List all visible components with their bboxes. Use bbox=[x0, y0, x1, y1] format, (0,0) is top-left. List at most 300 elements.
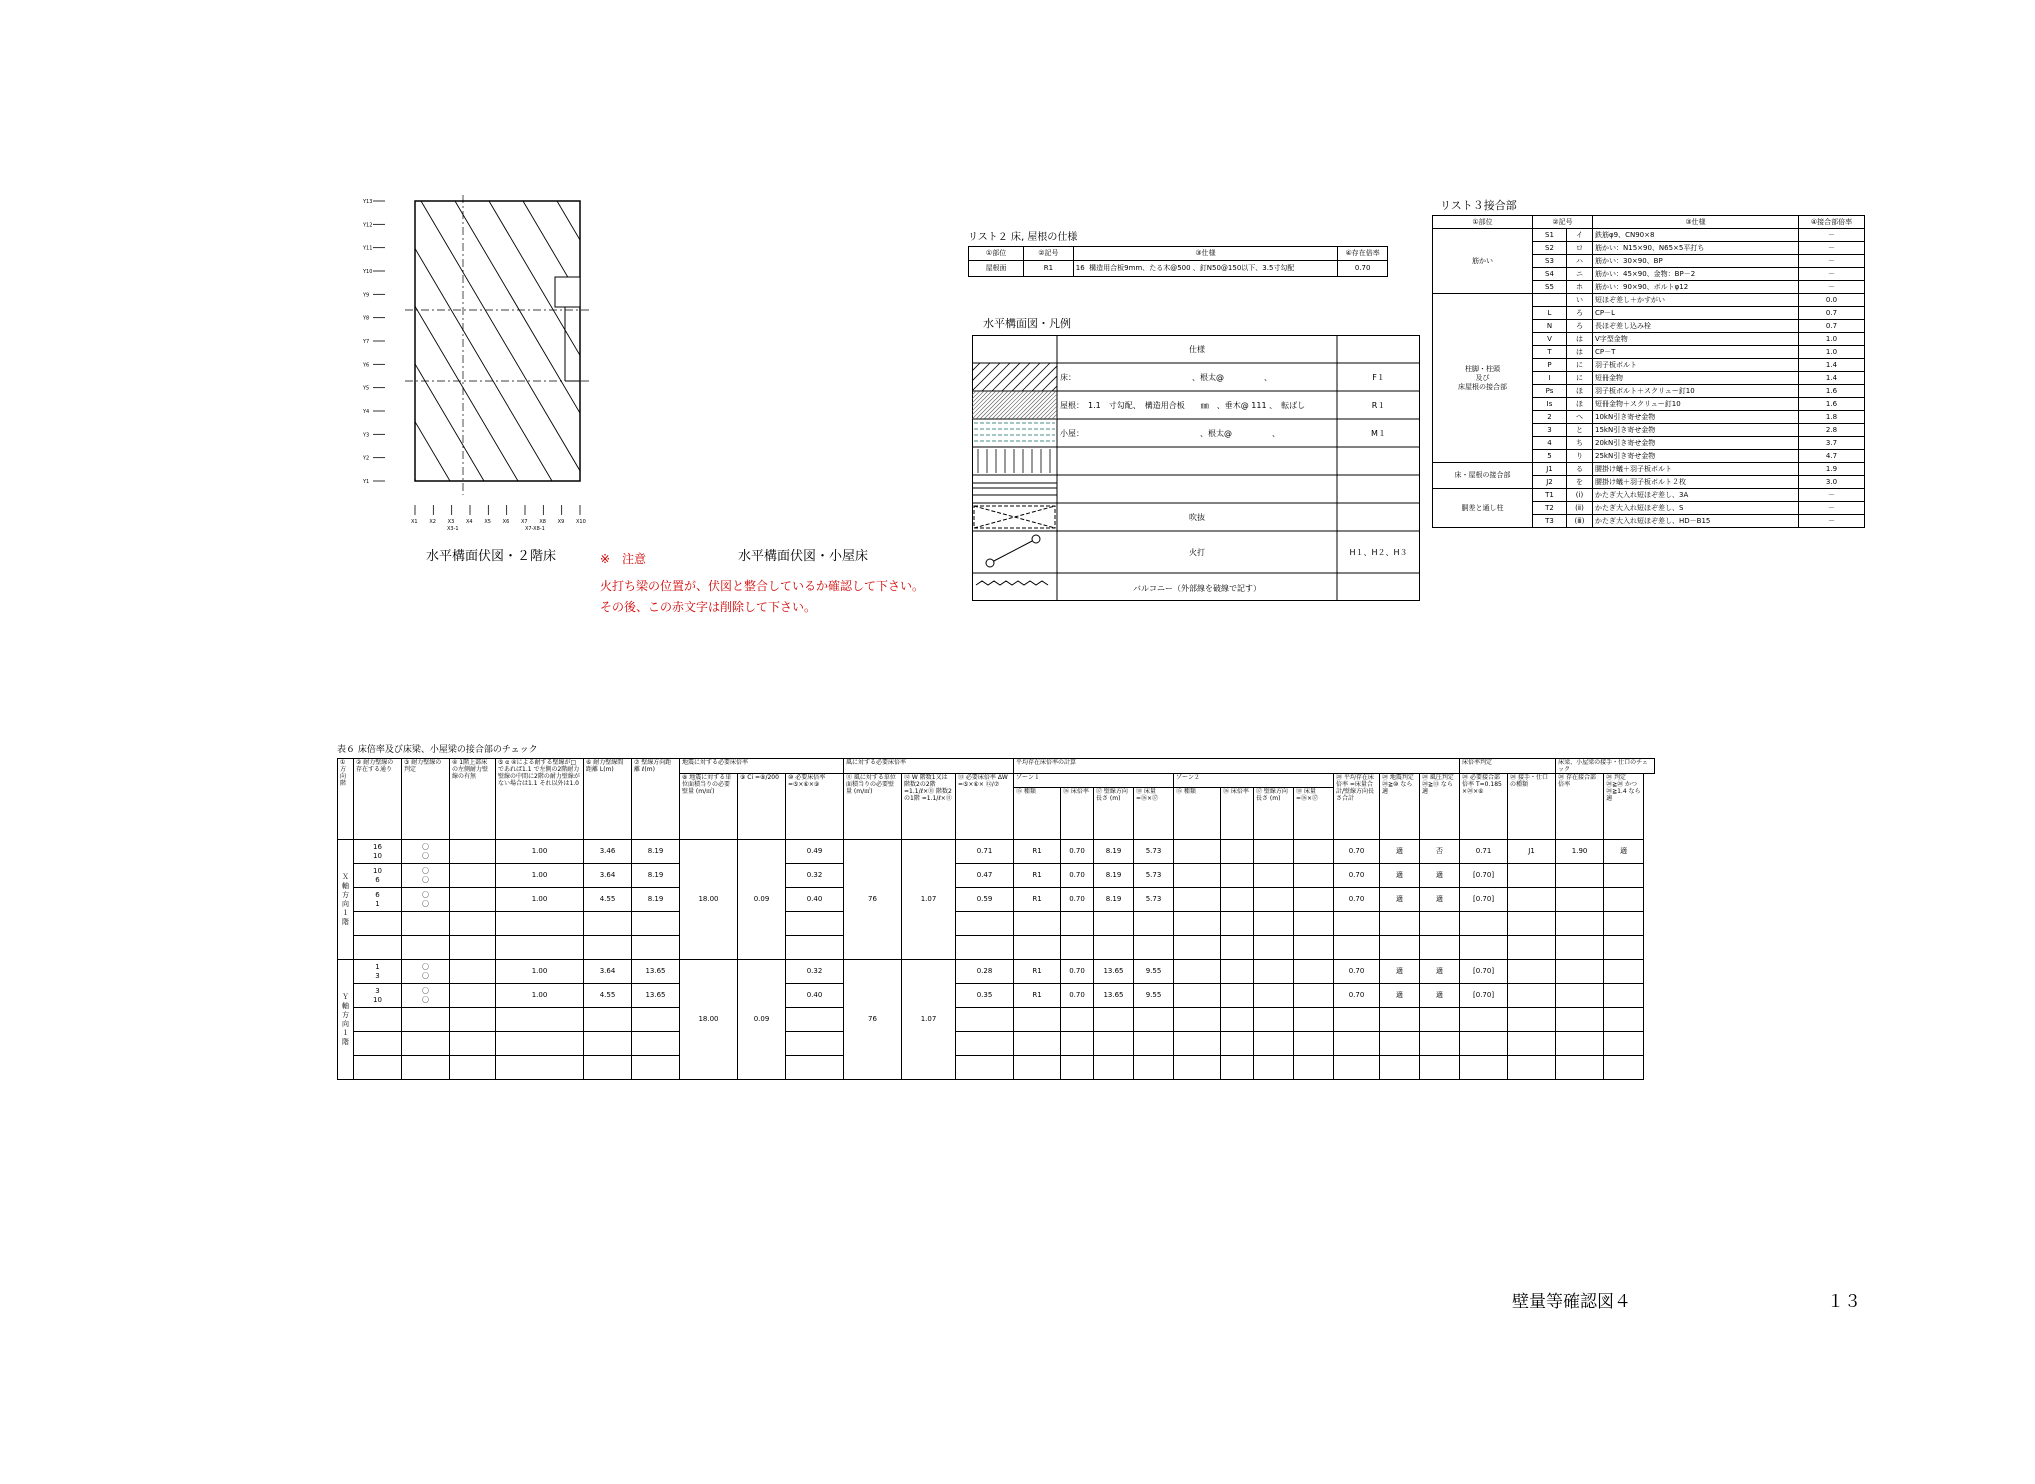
list3-spec: 筋かい：90×90、ボルトφ12 bbox=[1593, 281, 1799, 294]
t6-j1: 適 bbox=[1380, 960, 1420, 984]
t6-k4 bbox=[1604, 912, 1644, 936]
list3-code: T3 bbox=[1533, 515, 1567, 528]
t6-l bbox=[632, 1056, 680, 1080]
t6-z1-rate bbox=[1061, 1056, 1094, 1080]
t6-need-wind: 0.47 bbox=[956, 864, 1014, 888]
t6-k2: J1 bbox=[1508, 840, 1556, 864]
t6-left-wall bbox=[450, 1056, 496, 1080]
t6-z1-len: 8.19 bbox=[1094, 864, 1134, 888]
y-axis-label: Y7 bbox=[363, 339, 370, 345]
t6-lines bbox=[354, 1008, 402, 1032]
list2-code: R1 bbox=[1024, 261, 1074, 277]
t6-row bbox=[338, 912, 1655, 936]
x-sub-label: X7-X8-1 bbox=[525, 526, 545, 530]
plan-hatch-line bbox=[489, 201, 605, 481]
list3-kana: り bbox=[1567, 450, 1593, 463]
t6-k2 bbox=[1508, 912, 1556, 936]
list3-kana: と bbox=[1567, 424, 1593, 437]
list3-code bbox=[1533, 294, 1567, 307]
plan-hatch-line bbox=[523, 201, 605, 481]
t6-h-g3: 平均存在床倍率の計算 bbox=[1014, 759, 1460, 774]
t6-z2-kind bbox=[1174, 984, 1221, 1008]
t6-avg bbox=[1334, 1056, 1380, 1080]
t6-left-wall bbox=[450, 912, 496, 936]
list3-part: 柱脚・柱頭 及び 床屋根の接合部 bbox=[1433, 294, 1533, 463]
list3-rate: － bbox=[1799, 255, 1865, 268]
t6-k1: [0.70] bbox=[1460, 888, 1508, 912]
list3-rate: － bbox=[1799, 242, 1865, 255]
t6-avg: 0.70 bbox=[1334, 840, 1380, 864]
t6-line-b: 10 bbox=[373, 851, 382, 860]
t6-k1: [0.70] bbox=[1460, 960, 1508, 984]
plan-hatch-line bbox=[455, 201, 605, 481]
t6-alpha bbox=[496, 936, 584, 960]
t6-avg bbox=[1334, 912, 1380, 936]
t6-k2 bbox=[1508, 936, 1556, 960]
t6-z1-len bbox=[1094, 936, 1134, 960]
t6-k4 bbox=[1604, 888, 1644, 912]
t6-k2 bbox=[1508, 1032, 1556, 1056]
list3-spec: 羽子板ボルト bbox=[1593, 359, 1799, 372]
list3-rate: 0.0 bbox=[1799, 294, 1865, 307]
t6-need-floor bbox=[786, 1032, 844, 1056]
list2-h-rate: ④存在倍率 bbox=[1338, 247, 1388, 261]
t6-L bbox=[584, 1056, 632, 1080]
t6-z2-len bbox=[1254, 888, 1294, 912]
t6-z2-rate bbox=[1221, 840, 1254, 864]
y-axis-label: Y10 bbox=[363, 269, 373, 275]
t6-lines bbox=[354, 864, 402, 888]
t6-j2 bbox=[1420, 1032, 1460, 1056]
t6-judge bbox=[402, 984, 450, 1008]
list3-kana: ろ bbox=[1567, 307, 1593, 320]
t6-z1-kind: R1 bbox=[1014, 864, 1061, 888]
t6-avg bbox=[1334, 1008, 1380, 1032]
t6-z1-qty bbox=[1134, 1032, 1174, 1056]
t6-h-k3: ⑳ 存在接合部倍率 bbox=[1556, 774, 1604, 840]
list3-spec: 10kN引き寄せ金物 bbox=[1593, 411, 1799, 424]
t6-z2-kind bbox=[1174, 936, 1221, 960]
list3-row bbox=[1433, 463, 1865, 476]
y-axis-label: Y11 bbox=[363, 245, 373, 252]
t6-j1: 適 bbox=[1380, 888, 1420, 912]
t6-z2-kind bbox=[1174, 840, 1221, 864]
t6-row bbox=[338, 1032, 1655, 1056]
x-axis-label: X3 bbox=[447, 519, 455, 525]
list3-h-rate: ④接合部倍率 bbox=[1799, 216, 1865, 229]
t6-shared-g2b: 1.07 bbox=[902, 840, 956, 960]
t6-h-k4: ⑳ 判定 ⑳≧⑳ かつ ⑳≧1.4 なら適 bbox=[1604, 774, 1644, 840]
table6-title: 表６ 床倍率及び床梁、小屋梁の接合部のチェック bbox=[337, 745, 538, 755]
list3-code: J1 bbox=[1533, 463, 1567, 476]
t6-need-floor bbox=[786, 936, 844, 960]
floor-plan-drawing bbox=[355, 185, 605, 530]
t6-judge bbox=[402, 864, 450, 888]
t6-line-a: 16 bbox=[373, 842, 382, 851]
t6-z2-kind bbox=[1174, 888, 1221, 912]
plan-svg bbox=[355, 185, 605, 530]
list2-table bbox=[968, 246, 1388, 277]
list3-kana: に bbox=[1567, 359, 1593, 372]
list3-rate: 1.4 bbox=[1799, 359, 1865, 372]
list3-code: L bbox=[1533, 307, 1567, 320]
t6-avg: 0.70 bbox=[1334, 984, 1380, 1008]
t6-z2-kind bbox=[1174, 960, 1221, 984]
t6-z1-len bbox=[1094, 1056, 1134, 1080]
t6-lines bbox=[354, 1032, 402, 1056]
t6-row bbox=[338, 1008, 1655, 1032]
t6-z1-rate: 0.70 bbox=[1061, 960, 1094, 984]
t6-j1: 適 bbox=[1380, 984, 1420, 1008]
t6-row bbox=[338, 864, 1655, 888]
t6-h-z1-kind: ⑮ 種類 bbox=[1014, 788, 1061, 840]
t6-h-c1: ① 方向 階 bbox=[338, 759, 354, 840]
t6-k4: 適 bbox=[1604, 840, 1644, 864]
t6-shared-g1b: 0.09 bbox=[738, 960, 786, 1080]
list3-code: V bbox=[1533, 333, 1567, 346]
t6-left-wall bbox=[450, 984, 496, 1008]
t6-z2-len bbox=[1254, 936, 1294, 960]
t6-k3 bbox=[1556, 1032, 1604, 1056]
list3-code: J2 bbox=[1533, 476, 1567, 489]
legend-row-6-spec: 吹抜 bbox=[1189, 513, 1205, 522]
t6-alpha bbox=[496, 912, 584, 936]
t6-k3 bbox=[1556, 960, 1604, 984]
t6-k2 bbox=[1508, 864, 1556, 888]
list3-part: 筋かい bbox=[1433, 229, 1533, 294]
t6-z1-kind: R1 bbox=[1014, 960, 1061, 984]
t6-shared-g1b: 0.09 bbox=[738, 840, 786, 960]
t6-z2-len bbox=[1254, 1056, 1294, 1080]
t6-judge-a: 〇 bbox=[422, 986, 429, 995]
t6-k1: [0.70] bbox=[1460, 864, 1508, 888]
t6-j2 bbox=[1420, 1008, 1460, 1032]
list3-rate: 3.0 bbox=[1799, 476, 1865, 489]
t6-k2 bbox=[1508, 960, 1556, 984]
legend-attic-symbol bbox=[974, 423, 1055, 441]
t6-k3 bbox=[1556, 1056, 1604, 1080]
t6-h-z2-rate: ⑯ 床倍率 bbox=[1221, 788, 1254, 840]
t6-z1-kind: R1 bbox=[1014, 888, 1061, 912]
t6-k1 bbox=[1460, 1056, 1508, 1080]
t6-l: 8.19 bbox=[632, 864, 680, 888]
y-axis-label: Y6 bbox=[363, 362, 370, 369]
list3-kana: ち bbox=[1567, 437, 1593, 450]
t6-L: 3.64 bbox=[584, 960, 632, 984]
x-axis-label: X6 bbox=[502, 519, 510, 525]
t6-z1-kind bbox=[1014, 1056, 1061, 1080]
list3-kana: い bbox=[1567, 294, 1593, 307]
t6-lines bbox=[354, 936, 402, 960]
t6-L: 4.55 bbox=[584, 984, 632, 1008]
t6-line-a: 6 bbox=[375, 890, 380, 899]
notice-line-2: その後、この赤文字は削除して下さい。 bbox=[600, 600, 817, 614]
list3-kana: は bbox=[1567, 346, 1593, 359]
t6-judge bbox=[402, 1056, 450, 1080]
t6-z1-rate: 0.70 bbox=[1061, 840, 1094, 864]
list3-rate: 1.4 bbox=[1799, 372, 1865, 385]
t6-line-b: 3 bbox=[375, 971, 380, 980]
t6-need-wind bbox=[956, 1056, 1014, 1080]
t6-z2-kind bbox=[1174, 864, 1221, 888]
notice-line-1: 火打ち梁の位置が、伏図と整合しているか確認して下さい。 bbox=[600, 579, 925, 593]
list3-spec: 長ほぞ差し込み栓 bbox=[1593, 320, 1799, 333]
list3-kana: を bbox=[1567, 476, 1593, 489]
t6-need-floor bbox=[786, 912, 844, 936]
list3-kana: に bbox=[1567, 372, 1593, 385]
t6-z1-qty bbox=[1134, 1008, 1174, 1032]
t6-z2-qty bbox=[1294, 960, 1334, 984]
t6-need-wind bbox=[956, 936, 1014, 960]
t6-j1: 適 bbox=[1380, 840, 1420, 864]
list3-spec: 短冊金物＋スクリュー釘10 bbox=[1593, 398, 1799, 411]
t6-line-a: 10 bbox=[373, 866, 382, 875]
t6-k2 bbox=[1508, 1056, 1556, 1080]
t6-need-wind bbox=[956, 912, 1014, 936]
sheet-title: 壁量等確認図４ bbox=[1512, 1292, 1631, 1312]
list3-rate: 0.7 bbox=[1799, 320, 1865, 333]
t6-alpha bbox=[496, 1032, 584, 1056]
t6-j2: 適 bbox=[1420, 984, 1460, 1008]
t6-judge-a: 〇 bbox=[422, 890, 429, 899]
y-axis-label: Y13 bbox=[363, 199, 373, 205]
t6-L: 4.55 bbox=[584, 888, 632, 912]
t6-z1-qty bbox=[1134, 912, 1174, 936]
t6-judge bbox=[402, 1032, 450, 1056]
list3-rate: 1.8 bbox=[1799, 411, 1865, 424]
list3-code: N bbox=[1533, 320, 1567, 333]
t6-k3 bbox=[1556, 888, 1604, 912]
list3-part: 床・屋根の接合部 bbox=[1433, 463, 1533, 489]
list3-kana: イ bbox=[1567, 229, 1593, 242]
t6-judge-b: 〇 bbox=[422, 971, 429, 980]
t6-h-c6: ⑥ 耐力壁線間距離 L(m) bbox=[584, 759, 632, 840]
t6-l: 13.65 bbox=[632, 960, 680, 984]
t6-lines bbox=[354, 960, 402, 984]
list3-rate: 3.7 bbox=[1799, 437, 1865, 450]
t6-judge-b: 〇 bbox=[422, 851, 429, 860]
x-axis-label: X1 bbox=[411, 519, 418, 525]
t6-j2: 適 bbox=[1420, 960, 1460, 984]
t6-z2-kind bbox=[1174, 912, 1221, 936]
t6-k1 bbox=[1460, 1008, 1508, 1032]
t6-judge-b: 〇 bbox=[422, 875, 429, 884]
list3-code: T1 bbox=[1533, 489, 1567, 502]
t6-z1-len: 13.65 bbox=[1094, 960, 1134, 984]
list3-code: I bbox=[1533, 372, 1567, 385]
t6-z2-len bbox=[1254, 1032, 1294, 1056]
t6-j1 bbox=[1380, 936, 1420, 960]
legend-row-1-spec: 床： 、根太@ 、 bbox=[1060, 373, 1272, 382]
t6-j1 bbox=[1380, 912, 1420, 936]
list3-spec: V字型金物 bbox=[1593, 333, 1799, 346]
t6-k2 bbox=[1508, 1008, 1556, 1032]
t6-z1-kind bbox=[1014, 936, 1061, 960]
t6-z1-qty: 5.73 bbox=[1134, 888, 1174, 912]
list3-kana: ろ bbox=[1567, 320, 1593, 333]
t6-l bbox=[632, 912, 680, 936]
t6-alpha: 1.00 bbox=[496, 864, 584, 888]
t6-j2 bbox=[1420, 1056, 1460, 1080]
t6-k1: 0.71 bbox=[1460, 840, 1508, 864]
t6-z2-len bbox=[1254, 864, 1294, 888]
t6-h-g5: 床梁、小屋梁の接手・仕口のチェック bbox=[1556, 759, 1655, 774]
t6-z2-rate bbox=[1221, 864, 1254, 888]
list3-rate: 0.7 bbox=[1799, 307, 1865, 320]
legend-row-7-spec: 火打 bbox=[1189, 548, 1205, 557]
y-axis-label: Y2 bbox=[363, 455, 370, 462]
list3-code: T bbox=[1533, 346, 1567, 359]
t6-h-c3: ③ 耐力壁線の判定 bbox=[402, 759, 450, 840]
t6-h-z1-qty: ⑱ 床量 =⑯×⑰ bbox=[1134, 788, 1174, 840]
list3-rate: － bbox=[1799, 281, 1865, 294]
list3-kana: へ bbox=[1567, 411, 1593, 424]
t6-z1-qty bbox=[1134, 1056, 1174, 1080]
list3-code: S2 bbox=[1533, 242, 1567, 255]
t6-need-floor: 0.32 bbox=[786, 864, 844, 888]
y-axis-label: Y9 bbox=[363, 292, 370, 299]
list3-title: リスト３接合部 bbox=[1440, 199, 1517, 212]
t6-direction-label: Ｘ軸方向１階 bbox=[338, 840, 354, 960]
list3-code: P bbox=[1533, 359, 1567, 372]
t6-z1-len bbox=[1094, 912, 1134, 936]
t6-h-c5: ⑤ α ④による耐する壁線が□であれば1.1 で左側の2階耐力壁線の中間に2階の耐力壁線がない場合は1.1 それ以外は1.0 bbox=[496, 759, 584, 840]
t6-z2-qty bbox=[1294, 888, 1334, 912]
t6-z1-rate bbox=[1061, 1008, 1094, 1032]
table6 bbox=[337, 758, 1655, 1080]
plan-hatch-line bbox=[421, 201, 586, 481]
t6-l bbox=[632, 1008, 680, 1032]
x-axis-label: X7 bbox=[521, 519, 528, 525]
t6-line-b: 6 bbox=[375, 875, 380, 884]
t6-j2: 適 bbox=[1420, 864, 1460, 888]
t6-h-zone1: ゾーン１ bbox=[1014, 774, 1174, 788]
t6-j1: 適 bbox=[1380, 864, 1420, 888]
t6-h-zone2: ゾーン２ bbox=[1174, 774, 1334, 788]
t6-judge-a: 〇 bbox=[422, 962, 429, 971]
list3-kana: ほ bbox=[1567, 398, 1593, 411]
list3-rate: － bbox=[1799, 229, 1865, 242]
list3-code: Ps bbox=[1533, 385, 1567, 398]
t6-k4 bbox=[1604, 984, 1644, 1008]
t6-h-z2-len: ⑰ 壁線方向長さ (m) bbox=[1254, 788, 1294, 840]
t6-h-z1-rate: ⑯ 床倍率 bbox=[1061, 788, 1094, 840]
list3-rate: － bbox=[1799, 515, 1865, 528]
t6-judge-b: 〇 bbox=[422, 995, 429, 1004]
t6-z2-qty bbox=[1294, 1056, 1334, 1080]
t6-z2-rate bbox=[1221, 936, 1254, 960]
t6-need-wind bbox=[956, 1032, 1014, 1056]
list3-spec: 15kN引き寄せ金物 bbox=[1593, 424, 1799, 437]
list3-kana: ホ bbox=[1567, 281, 1593, 294]
t6-h-c7: ⑦ 壁線方向距離 ℓ(m) bbox=[632, 759, 680, 840]
list3-code: S5 bbox=[1533, 281, 1567, 294]
t6-z2-kind bbox=[1174, 1056, 1221, 1080]
legend-row-7-code: H１、H２、H３ bbox=[1349, 548, 1408, 557]
t6-z1-rate: 0.70 bbox=[1061, 864, 1094, 888]
t6-left-wall bbox=[450, 888, 496, 912]
t6-z1-len bbox=[1094, 1032, 1134, 1056]
list3-row bbox=[1433, 489, 1865, 502]
t6-z1-len: 8.19 bbox=[1094, 888, 1134, 912]
list3-spec: 20kN引き寄せ金物 bbox=[1593, 437, 1799, 450]
list3-table bbox=[1432, 215, 1865, 528]
t6-j2: 適 bbox=[1420, 888, 1460, 912]
t6-z1-rate: 0.70 bbox=[1061, 888, 1094, 912]
t6-alpha: 1.00 bbox=[496, 960, 584, 984]
legend-void-symbol bbox=[974, 506, 1055, 528]
t6-k4 bbox=[1604, 936, 1644, 960]
list3-spec: 羽子板ボルト＋スクリュー釘10 bbox=[1593, 385, 1799, 398]
list3-code: 5 bbox=[1533, 450, 1567, 463]
t6-z2-kind bbox=[1174, 1032, 1221, 1056]
t6-k1 bbox=[1460, 1032, 1508, 1056]
t6-judge bbox=[402, 936, 450, 960]
t6-shared-g1a: 18.00 bbox=[680, 960, 738, 1080]
t6-left-wall bbox=[450, 936, 496, 960]
list2-h-spec: ③仕様 bbox=[1073, 247, 1338, 261]
t6-left-wall bbox=[450, 1032, 496, 1056]
t6-lines bbox=[354, 888, 402, 912]
t6-j1 bbox=[1380, 1008, 1420, 1032]
t6-z2-qty bbox=[1294, 1032, 1334, 1056]
t6-k4 bbox=[1604, 960, 1644, 984]
t6-k1 bbox=[1460, 912, 1508, 936]
x-axis-label: X9 bbox=[557, 519, 565, 525]
t6-h-g2b: ⑫ W 階数1又は階数2の2階 =1.1/ℓ×⑪ 階数2の1階 =1.1/ℓ×⑪ bbox=[902, 774, 956, 840]
list3-kana: ハ bbox=[1567, 255, 1593, 268]
t6-z2-rate bbox=[1221, 1032, 1254, 1056]
t6-judge bbox=[402, 912, 450, 936]
t6-z1-len bbox=[1094, 1008, 1134, 1032]
t6-z2-len bbox=[1254, 912, 1294, 936]
list3-row bbox=[1433, 229, 1865, 242]
t6-z1-qty: 5.73 bbox=[1134, 840, 1174, 864]
t6-alpha bbox=[496, 1008, 584, 1032]
t6-z1-qty bbox=[1134, 936, 1174, 960]
y-axis-label: Y12 bbox=[363, 222, 373, 229]
t6-l bbox=[632, 1032, 680, 1056]
legend-row-1-code: F１ bbox=[1372, 373, 1385, 382]
t6-shared-g2b: 1.07 bbox=[902, 960, 956, 1080]
t6-lines bbox=[354, 1056, 402, 1080]
list3-spec: かたぎ大入れ短ほぞ差し、3A bbox=[1593, 489, 1799, 502]
plan-hatch-line bbox=[591, 201, 605, 481]
t6-k3 bbox=[1556, 1008, 1604, 1032]
x-axis-label: X5 bbox=[484, 519, 491, 525]
list3-code: S3 bbox=[1533, 255, 1567, 268]
t6-z1-kind bbox=[1014, 1008, 1061, 1032]
t6-judge-b: 〇 bbox=[422, 899, 429, 908]
x-axis-label: X8 bbox=[539, 519, 546, 525]
t6-z1-kind: R1 bbox=[1014, 984, 1061, 1008]
list3-h-spec: ③仕様 bbox=[1593, 216, 1799, 229]
legend-row-8-spec: バルコニー（外部線を破線で記す） bbox=[1133, 584, 1261, 593]
list3-rate: 2.8 bbox=[1799, 424, 1865, 437]
t6-z1-kind bbox=[1014, 1032, 1061, 1056]
t6-alpha bbox=[496, 1056, 584, 1080]
t6-k3 bbox=[1556, 936, 1604, 960]
t6-shared-g2a: 76 bbox=[844, 960, 902, 1080]
list3-rate: 1.6 bbox=[1799, 398, 1865, 411]
list3-spec: 短冊金物 bbox=[1593, 372, 1799, 385]
list3-spec: 筋かい：45×90、金物：BP－2 bbox=[1593, 268, 1799, 281]
t6-k4 bbox=[1604, 864, 1644, 888]
list3-code: S4 bbox=[1533, 268, 1567, 281]
t6-h-g1b: ⑨ Ci =⑧/200 bbox=[738, 774, 786, 840]
list3-spec: 25kN引き寄せ金物 bbox=[1593, 450, 1799, 463]
list3-spec: CP－T bbox=[1593, 346, 1799, 359]
